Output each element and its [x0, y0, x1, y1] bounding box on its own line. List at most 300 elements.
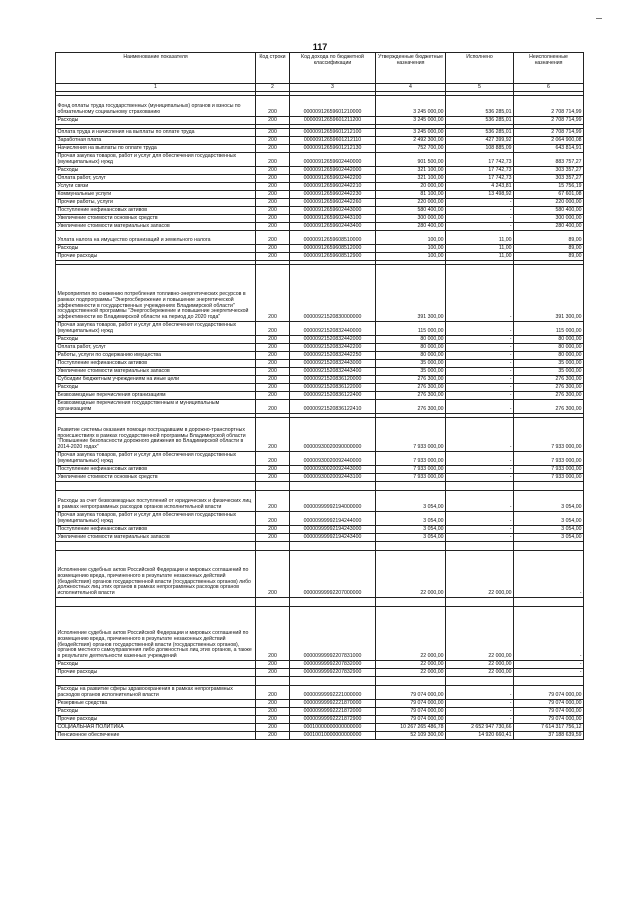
table-spacer-row — [56, 677, 584, 686]
cell-row-code: 200 — [256, 384, 290, 392]
cell-unexecuted: 276 300,00 — [514, 400, 584, 414]
cell-unexecuted: 280 400,00 — [514, 223, 584, 231]
table-spacer-row — [56, 542, 584, 551]
cell-row-code: 200 — [256, 207, 290, 215]
cell-unexecuted: 2 708 714,99 — [514, 96, 584, 117]
table-row — [56, 145, 584, 153]
cell-name: Увеличение стоимости материальных запасов — [56, 223, 256, 231]
cell-approved: 3 245 000,00 — [376, 96, 446, 117]
spacer-cell — [514, 677, 584, 686]
cell-classification-code: 00000930020092440000 — [290, 452, 376, 466]
cell-row-code: 200 — [256, 551, 290, 598]
spacer-cell — [290, 542, 376, 551]
cell-executed: 427 399,92 — [446, 137, 514, 145]
table-row — [56, 368, 584, 376]
cell-row-code: 200 — [256, 376, 290, 384]
header-code-row: Код строки — [256, 53, 290, 84]
cell-executed: - — [446, 474, 514, 482]
cell-unexecuted: 3 054,00 — [514, 512, 584, 526]
cell-row-code: 200 — [256, 231, 290, 245]
cell-unexecuted: 220 000,00 — [514, 199, 584, 207]
cell-executed: 22 000,00 — [446, 661, 514, 669]
cell-name: Работы, услуги по содержанию имущества — [56, 352, 256, 360]
cell-executed: 13 498,92 — [446, 191, 514, 199]
table-row — [56, 376, 584, 384]
cell-unexecuted: 2 708 714,99 — [514, 117, 584, 125]
cell-executed: - — [446, 686, 514, 700]
cell-classification-code: 00000921520832443000 — [290, 360, 376, 368]
cell-name: Прочая закупка товаров, работ и услуг для обеспечения государственных (муниципальных) нужд — [56, 322, 256, 336]
cell-row-code: 200 — [256, 466, 290, 474]
cell-row-code: 200 — [256, 512, 290, 526]
cell-row-code: 200 — [256, 336, 290, 344]
cell-name: Прочая закупка товаров, работ и услуг для обеспечения государственных (муниципальных) нужд — [56, 153, 256, 167]
cell-classification-code: 00000921520836122410 — [290, 400, 376, 414]
cell-executed: 11,00 — [446, 231, 514, 245]
column-number: 5 — [446, 84, 514, 92]
cell-row-code: 200 — [256, 344, 290, 352]
cell-executed: - — [446, 708, 514, 716]
cell-row-code: 200 — [256, 708, 290, 716]
cell-unexecuted: 35 000,00 — [514, 360, 584, 368]
cell-classification-code: 00000999992221872900 — [290, 716, 376, 724]
cell-classification-code: 00000912659602443000 — [290, 207, 376, 215]
spacer-cell — [446, 542, 514, 551]
cell-name: Увеличение стоимости материальных запасов — [56, 534, 256, 542]
spacer-cell — [56, 542, 256, 551]
cell-approved: 3 245 000,00 — [376, 117, 446, 125]
cell-classification-code: 00000999992194243400 — [290, 534, 376, 542]
cell-executed: 22 000,00 — [446, 607, 514, 661]
column-number: 6 — [514, 84, 584, 92]
cell-classification-code: 00000921520836122400 — [290, 392, 376, 400]
cell-unexecuted: 80 000,00 — [514, 344, 584, 352]
table-row — [56, 215, 584, 223]
table-row — [56, 732, 584, 740]
cell-approved: 391 300,00 — [376, 265, 446, 322]
table-row — [56, 607, 584, 661]
cell-name: Исполнение судебных актов Российской Федерации и мировых соглашений по возмещению вреда, причиненного в результате незаконных действий (бездействия) органов государственной власти (государственных органов) либо должностных лиц этих органов в рамках непрограммных расходов органов исполнительной власти — [56, 551, 256, 598]
cell-approved: 100,00 — [376, 253, 446, 261]
cell-classification-code: 00000921520836120000 — [290, 376, 376, 384]
table-row — [56, 669, 584, 677]
cell-classification-code: 00000999992221870000 — [290, 700, 376, 708]
spacer-cell — [514, 598, 584, 607]
cell-classification-code: 00000921520836122000 — [290, 384, 376, 392]
cell-name: Поступление нефинансовых активов — [56, 360, 256, 368]
table-row — [56, 96, 584, 117]
cell-name: Оплата труда и начисления на выплаты по оплате труда — [56, 129, 256, 137]
cell-name: Услуги связи — [56, 183, 256, 191]
cell-classification-code: 00000999992207832000 — [290, 661, 376, 669]
cell-row-code: 200 — [256, 253, 290, 261]
cell-row-code: 200 — [256, 700, 290, 708]
cell-name: Пенсионное обеспечение — [56, 732, 256, 740]
cell-executed: - — [446, 336, 514, 344]
cell-approved: 3 054,00 — [376, 491, 446, 512]
cell-approved: 3 245 000,00 — [376, 129, 446, 137]
cell-approved: 276 300,00 — [376, 384, 446, 392]
spacer-cell — [56, 598, 256, 607]
cell-name: Расходы на развитие сферы здравоохранения в рамках непрограммных расходов органов исполнительной власти — [56, 686, 256, 700]
cell-unexecuted: 276 300,00 — [514, 384, 584, 392]
spacer-cell — [256, 542, 290, 551]
table-row — [56, 452, 584, 466]
cell-executed: - — [446, 400, 514, 414]
cell-approved: 79 074 000,00 — [376, 686, 446, 700]
cell-name: Поступление нефинансовых активов — [56, 207, 256, 215]
cell-executed: 11,00 — [446, 245, 514, 253]
cell-name: Безвозмездные перечисления государственным и муниципальным организациям — [56, 400, 256, 414]
cell-name: Расходы — [56, 661, 256, 669]
cell-classification-code: 00000999992221872000 — [290, 708, 376, 716]
spacer-cell — [290, 482, 376, 491]
cell-name: Расходы за счет безвозмездных поступлений от юридических и физических лиц в рамках непрограммных расходов органов исполнительной власти — [56, 491, 256, 512]
cell-approved: 35 000,00 — [376, 360, 446, 368]
cell-classification-code: 00000912659602442230 — [290, 191, 376, 199]
cell-executed: 4 243,81 — [446, 183, 514, 191]
cell-approved: 276 300,00 — [376, 400, 446, 414]
table-row — [56, 336, 584, 344]
cell-classification-code: 00000912659602442200 — [290, 175, 376, 183]
cell-name: Расходы — [56, 336, 256, 344]
table-row — [56, 199, 584, 207]
spacer-cell — [376, 542, 446, 551]
cell-classification-code: 00000999992194243000 — [290, 526, 376, 534]
table-row — [56, 512, 584, 526]
spacer-cell — [376, 482, 446, 491]
cell-executed: - — [446, 199, 514, 207]
cell-classification-code: 00000912659602440000 — [290, 153, 376, 167]
cell-approved: 300 000,00 — [376, 215, 446, 223]
cell-classification-code: 00000912659601212110 — [290, 137, 376, 145]
table-row — [56, 418, 584, 452]
cell-executed: - — [446, 223, 514, 231]
cell-row-code: 200 — [256, 223, 290, 231]
cell-approved: 7 933 000,00 — [376, 418, 446, 452]
cell-unexecuted: 79 074 000,00 — [514, 716, 584, 724]
header-unexecuted: Неисполненные назначения — [514, 53, 584, 84]
column-number: 2 — [256, 84, 290, 92]
cell-unexecuted: 276 300,00 — [514, 392, 584, 400]
cell-approved: 321 100,00 — [376, 167, 446, 175]
cell-approved: 2 492 300,00 — [376, 137, 446, 145]
table-row — [56, 207, 584, 215]
cell-row-code: 200 — [256, 117, 290, 125]
cell-name: Коммунальные услуги — [56, 191, 256, 199]
cell-executed: - — [446, 534, 514, 542]
spacer-cell — [376, 677, 446, 686]
cell-approved: 22 000,00 — [376, 551, 446, 598]
cell-row-code: 200 — [256, 669, 290, 677]
cell-row-code: 200 — [256, 153, 290, 167]
cell-classification-code: 00000912659602443400 — [290, 223, 376, 231]
cell-unexecuted: 7 933 000,00 — [514, 466, 584, 474]
cell-name: Резервные средства — [56, 700, 256, 708]
spacer-cell — [256, 677, 290, 686]
table-row — [56, 253, 584, 261]
cell-name: Оплата работ, услуг — [56, 175, 256, 183]
cell-name: Уплата налога на имущество организаций и земельного налога — [56, 231, 256, 245]
cell-executed: - — [446, 526, 514, 534]
cell-classification-code: 00000921520832442200 — [290, 344, 376, 352]
cell-row-code: 200 — [256, 245, 290, 253]
cell-executed: - — [446, 265, 514, 322]
cell-unexecuted: 300 000,00 — [514, 215, 584, 223]
cell-classification-code: 00000912659608512900 — [290, 253, 376, 261]
cell-executed: - — [446, 352, 514, 360]
cell-approved: 3 054,00 — [376, 534, 446, 542]
cell-unexecuted: 35 000,00 — [514, 368, 584, 376]
cell-unexecuted: - — [514, 661, 584, 669]
table-row — [56, 474, 584, 482]
cell-name: Начисления на выплаты по оплате труда — [56, 145, 256, 153]
cell-unexecuted: 3 054,00 — [514, 491, 584, 512]
cell-name: Прочая закупка товаров, работ и услуг для обеспечения государственных (муниципальных) нужд — [56, 512, 256, 526]
table-header-row — [56, 53, 584, 84]
cell-row-code: 200 — [256, 686, 290, 700]
cell-executed: - — [446, 491, 514, 512]
table-row — [56, 245, 584, 253]
spacer-cell — [446, 598, 514, 607]
cell-executed: - — [446, 452, 514, 466]
table-spacer-row — [56, 482, 584, 491]
cell-classification-code: 00000921520832442250 — [290, 352, 376, 360]
cell-classification-code: 00000999992221000000 — [290, 686, 376, 700]
cell-executed: 108 885,09 — [446, 145, 514, 153]
cell-executed: 22 000,00 — [446, 669, 514, 677]
table-spacer-row — [56, 598, 584, 607]
cell-approved: 752 700,00 — [376, 145, 446, 153]
cell-executed: 2 652 947 730,66 — [446, 724, 514, 732]
spacer-cell — [514, 482, 584, 491]
header-executed: Исполнено — [446, 53, 514, 84]
table-row — [56, 153, 584, 167]
cell-executed: - — [446, 700, 514, 708]
page-number: 117 — [312, 42, 328, 52]
cell-unexecuted: 303 357,27 — [514, 175, 584, 183]
cell-row-code: 200 — [256, 360, 290, 368]
cell-unexecuted: 37 188 639,59 — [514, 732, 584, 740]
column-number: 4 — [376, 84, 446, 92]
cell-executed: - — [446, 322, 514, 336]
cell-row-code: 200 — [256, 732, 290, 740]
cell-unexecuted: 580 400,00 — [514, 207, 584, 215]
cell-name: Оплата работ, услуг — [56, 344, 256, 352]
cell-row-code: 200 — [256, 322, 290, 336]
cell-approved: 580 400,00 — [376, 207, 446, 215]
cell-executed: - — [446, 466, 514, 474]
table-body — [56, 92, 584, 740]
cell-executed: - — [446, 392, 514, 400]
table-row — [56, 384, 584, 392]
cell-name: Прочие расходы — [56, 716, 256, 724]
spacer-cell — [256, 482, 290, 491]
cell-executed: - — [446, 418, 514, 452]
cell-name: Расходы — [56, 708, 256, 716]
spacer-cell — [446, 482, 514, 491]
table-row — [56, 322, 584, 336]
cell-row-code: 200 — [256, 607, 290, 661]
cell-approved: 7 933 000,00 — [376, 466, 446, 474]
cell-approved: 115 000,00 — [376, 322, 446, 336]
cell-unexecuted: 79 074 000,00 — [514, 700, 584, 708]
table-row — [56, 466, 584, 474]
cell-approved: 79 074 000,00 — [376, 708, 446, 716]
cell-unexecuted: 2 708 714,99 — [514, 129, 584, 137]
table-row — [56, 661, 584, 669]
cell-row-code: 200 — [256, 137, 290, 145]
cell-classification-code: 00000999992194000000 — [290, 491, 376, 512]
cell-approved: 35 000,00 — [376, 368, 446, 376]
table-row — [56, 167, 584, 175]
cell-unexecuted: 89,00 — [514, 245, 584, 253]
cell-row-code: 200 — [256, 526, 290, 534]
cell-classification-code: 00000999992194244000 — [290, 512, 376, 526]
cell-row-code: 200 — [256, 265, 290, 322]
table-row — [56, 392, 584, 400]
cell-row-code: 200 — [256, 368, 290, 376]
cell-name: Расходы — [56, 245, 256, 253]
cell-executed: 17 742,73 — [446, 175, 514, 183]
cell-executed: 17 742,73 — [446, 153, 514, 167]
cell-name: Поступление нефинансовых активов — [56, 526, 256, 534]
cell-approved: 81 100,00 — [376, 191, 446, 199]
cell-row-code: 200 — [256, 661, 290, 669]
cell-classification-code: 00000921520830000000 — [290, 265, 376, 322]
cell-unexecuted: 89,00 — [514, 253, 584, 261]
spacer-cell — [56, 482, 256, 491]
cell-unexecuted: 3 054,00 — [514, 534, 584, 542]
spacer-cell — [290, 677, 376, 686]
cell-row-code: 200 — [256, 452, 290, 466]
cell-name: Заработная плата — [56, 137, 256, 145]
cell-row-code: 200 — [256, 418, 290, 452]
cell-name: Расходы — [56, 167, 256, 175]
column-number: 1 — [56, 84, 256, 92]
cell-approved: 901 500,00 — [376, 153, 446, 167]
cell-approved: 52 109 300,00 — [376, 732, 446, 740]
cell-executed: 22 000,00 — [446, 551, 514, 598]
cell-approved: 20 000,00 — [376, 183, 446, 191]
table-row — [56, 400, 584, 414]
table-row — [56, 183, 584, 191]
cell-approved: 80 000,00 — [376, 352, 446, 360]
spacer-cell — [514, 542, 584, 551]
cell-approved: 7 933 000,00 — [376, 474, 446, 482]
cell-unexecuted: - — [514, 669, 584, 677]
cell-name: Поступление нефинансовых активов — [56, 466, 256, 474]
cell-unexecuted: 7 933 000,00 — [514, 452, 584, 466]
cell-unexecuted: 2 064 900,08 — [514, 137, 584, 145]
cell-row-code: 200 — [256, 724, 290, 732]
cell-row-code: 200 — [256, 191, 290, 199]
cell-executed: - — [446, 207, 514, 215]
cell-approved: 220 000,00 — [376, 199, 446, 207]
cell-unexecuted: 7 933 000,00 — [514, 418, 584, 452]
cell-row-code: 200 — [256, 96, 290, 117]
cell-executed: - — [446, 512, 514, 526]
cell-executed: 17 742,73 — [446, 167, 514, 175]
cell-name: Прочие работы, услуги — [56, 199, 256, 207]
cell-executed: - — [446, 344, 514, 352]
table-row — [56, 716, 584, 724]
cell-row-code: 200 — [256, 145, 290, 153]
cell-classification-code: 00010000000000000000 — [290, 724, 376, 732]
cell-approved: 22 000,00 — [376, 669, 446, 677]
cell-approved: 80 000,00 — [376, 344, 446, 352]
table-row — [56, 686, 584, 700]
cell-approved: 321 100,00 — [376, 175, 446, 183]
cell-unexecuted: 80 000,00 — [514, 336, 584, 344]
cell-name: Фонд оплаты труда государственных (муниципальных) органов и взносы по обязательному социальному страхованию — [56, 96, 256, 117]
cell-approved: 276 300,00 — [376, 376, 446, 384]
cell-classification-code: 00000921520832442000 — [290, 336, 376, 344]
cell-name: Увеличение стоимости материальных запасов — [56, 368, 256, 376]
cell-approved: 100,00 — [376, 245, 446, 253]
cell-row-code: 200 — [256, 215, 290, 223]
cell-executed: 536 285,01 — [446, 96, 514, 117]
header-name: Наименование показателя — [56, 53, 256, 84]
column-number: 3 — [290, 84, 376, 92]
cell-classification-code: 00000912659601212130 — [290, 145, 376, 153]
cell-classification-code: 00000999992207000000 — [290, 551, 376, 598]
scan-mark — [596, 18, 602, 19]
cell-name: Безвозмездные перечисления организациям — [56, 392, 256, 400]
cell-approved: 3 054,00 — [376, 512, 446, 526]
table-row — [56, 551, 584, 598]
table-row — [56, 175, 584, 183]
cell-classification-code: 00000999992207831000 — [290, 607, 376, 661]
cell-classification-code: 00000999992207832900 — [290, 669, 376, 677]
cell-executed: 536 285,01 — [446, 117, 514, 125]
cell-row-code: 200 — [256, 474, 290, 482]
cell-row-code: 200 — [256, 175, 290, 183]
header-approved: Утвержденные бюджетные назначения — [376, 53, 446, 84]
cell-row-code: 200 — [256, 352, 290, 360]
cell-unexecuted: 391 300,00 — [514, 265, 584, 322]
table-row — [56, 491, 584, 512]
table-row — [56, 360, 584, 368]
table-row — [56, 223, 584, 231]
cell-classification-code: 00000912659602442210 — [290, 183, 376, 191]
cell-classification-code: 00000912659601210000 — [290, 96, 376, 117]
cell-row-code: 200 — [256, 167, 290, 175]
cell-executed: - — [446, 716, 514, 724]
cell-unexecuted: 79 074 000,00 — [514, 708, 584, 716]
cell-unexecuted: 883 757,27 — [514, 153, 584, 167]
table-row — [56, 724, 584, 732]
table-row — [56, 129, 584, 137]
cell-name: Субсидии бюджетным учреждениям на иные цели — [56, 376, 256, 384]
spacer-cell — [446, 677, 514, 686]
cell-name: Расходы — [56, 384, 256, 392]
cell-approved: 276 300,00 — [376, 392, 446, 400]
cell-executed: 11,00 — [446, 253, 514, 261]
cell-approved: 79 074 000,00 — [376, 700, 446, 708]
cell-name: Увеличение стоимости основных средств — [56, 474, 256, 482]
cell-approved: 100,00 — [376, 231, 446, 245]
cell-row-code: 200 — [256, 716, 290, 724]
cell-classification-code: 00000912659601211200 — [290, 117, 376, 125]
spacer-cell — [56, 677, 256, 686]
report-table-wrapper — [55, 52, 583, 740]
cell-row-code: 200 — [256, 199, 290, 207]
cell-row-code: 200 — [256, 183, 290, 191]
cell-approved: 3 054,00 — [376, 526, 446, 534]
cell-executed: - — [446, 368, 514, 376]
cell-unexecuted: 303 357,27 — [514, 167, 584, 175]
